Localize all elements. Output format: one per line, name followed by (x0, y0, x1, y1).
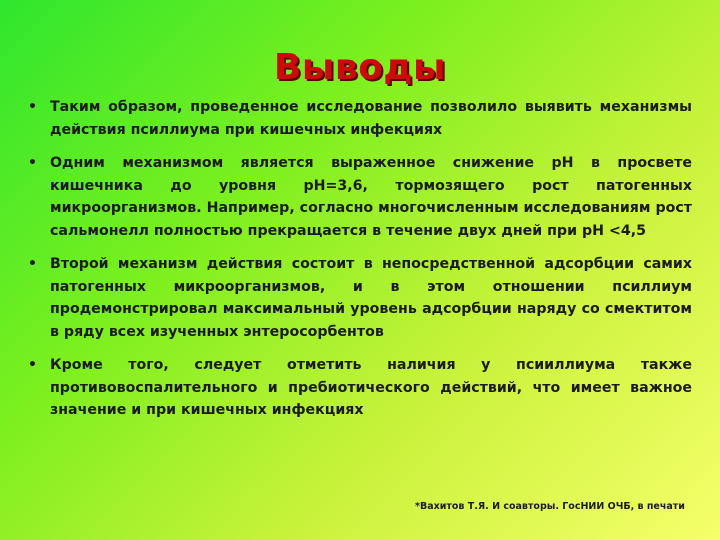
bullet-dot-icon: • (28, 357, 37, 373)
bullet-item (26, 253, 692, 343)
bullet-item (26, 96, 692, 141)
bullet-dot-icon: • (28, 256, 37, 272)
bullet-dot-icon: • (28, 155, 37, 171)
bullet-item (26, 354, 692, 422)
footnote: *Вахитов Т.Я. И соавторы. ГосНИИ ОЧБ, в печати (415, 501, 685, 512)
bullet-list (26, 96, 692, 433)
bullet-text: Кроме того, следует отметить наличия у псииллиума также противовоспалительного и пребиотического действий, что имеет важное значение и при кишечных инфекциях (50, 357, 692, 418)
bullet-text: Таким образом, проведенное исследование позволило выявить механизмы действия псиллиума при кишечных инфекциях (50, 99, 692, 138)
bullet-text: Второй механизм действия состоит в непосредственной адсорбции самих патогенных микроорганизмов, и в этом отношении псиллиум продемонстрировал максимальный уровень адсорбции наряду со смектитом в ряду всех изученных энтеросорбентов (50, 256, 692, 340)
bullet-text: Одним механизмом является выраженное снижение pH в просвете кишечника до уровня pH=3,6, тормозящего рост патогенных микроорганизмов. Например, согласно многочисленным исследованиям рост сальмонелл полностью прекращается в течение двух дней при pH <4,5 (50, 155, 692, 239)
bullet-item (26, 152, 692, 242)
bullet-dot-icon: • (28, 99, 37, 115)
slide-title: Выводы (273, 47, 447, 88)
